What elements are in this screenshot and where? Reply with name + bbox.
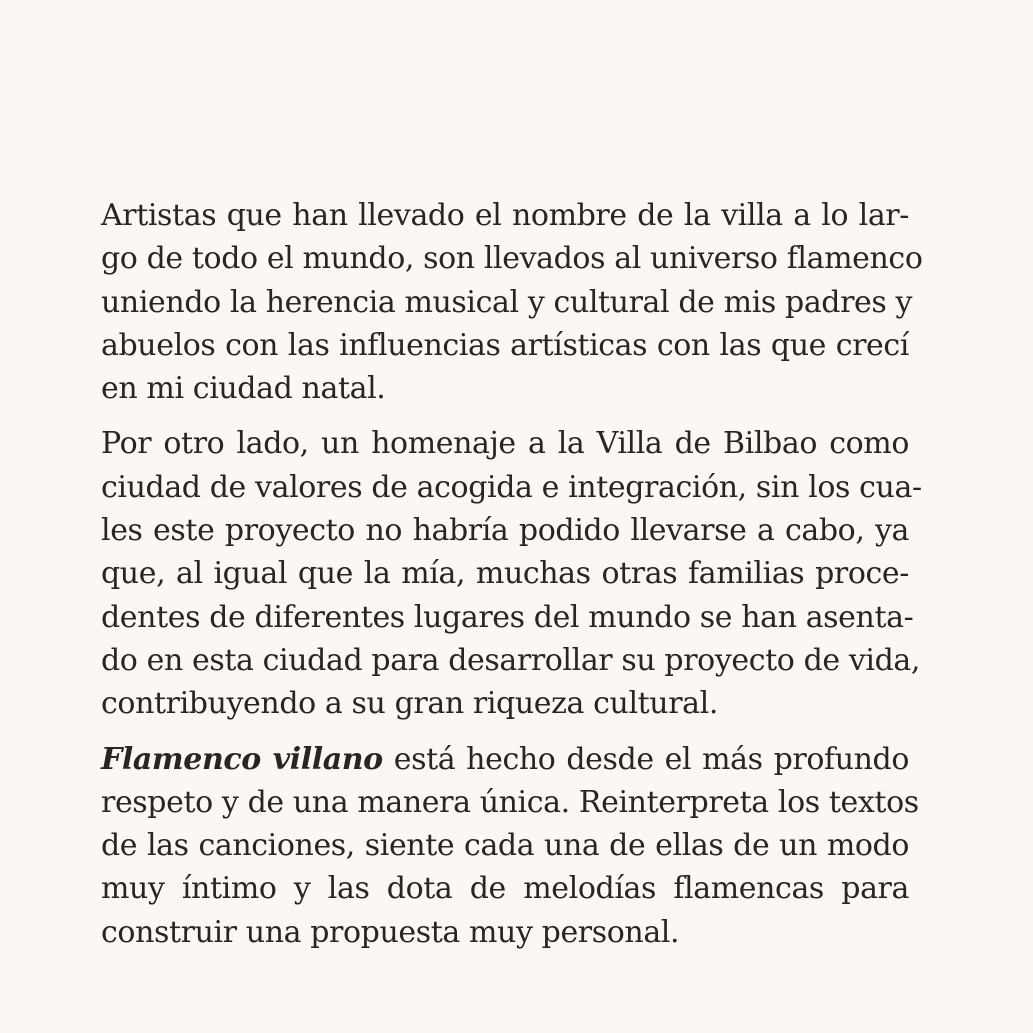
work-title: Flamenco villano — [101, 741, 383, 777]
text-line: respeto y de una manera única. Reinterpreta los textos — [101, 784, 919, 820]
text-line: uniendo la herencia musical y cultural de mis padres y — [101, 284, 913, 320]
text-line: contribuyendo a su gran riqueza cultural. — [101, 686, 718, 722]
text-line — [101, 738, 909, 781]
paragraph-1 — [101, 194, 923, 410]
text-line: dentes de diferentes lugares del mundo se han asenta- — [101, 599, 914, 635]
paragraph-3 — [101, 738, 919, 954]
text-line: de las canciones, siente cada una de ellas de un modo — [101, 828, 909, 864]
text-line: en mi ciudad natal. — [101, 371, 386, 407]
text-line: do en esta ciudad para desarrollar su proyecto de vida, — [101, 642, 921, 678]
text-line: construir una propuesta muy personal. — [101, 914, 680, 950]
text-line: les este proyecto no habría podido llevarse a cabo, ya — [101, 513, 909, 549]
text-line: ciudad de valores de acogida e integración, sin los cua- — [101, 469, 922, 505]
text-line: que, al igual que la mía, muchas otras familias proce- — [101, 556, 909, 592]
text-line: Artistas que han llevado el nombre de la villa a lo lar- — [101, 198, 909, 233]
text-line: muy íntimo y las dota de melodías flamencas para — [101, 871, 909, 907]
document-body — [101, 194, 923, 966]
text-line: abuelos con las influencias artísticas con las que crecí — [101, 327, 909, 363]
paragraph-2 — [101, 422, 922, 725]
first-line-rest: está hecho desde el más profundo — [382, 741, 910, 777]
text-line: Por otro lado, un homenaje a la Villa de Bilbao como — [101, 426, 909, 462]
text-line: go de todo el mundo, son llevados al universo flamenco — [101, 241, 923, 277]
